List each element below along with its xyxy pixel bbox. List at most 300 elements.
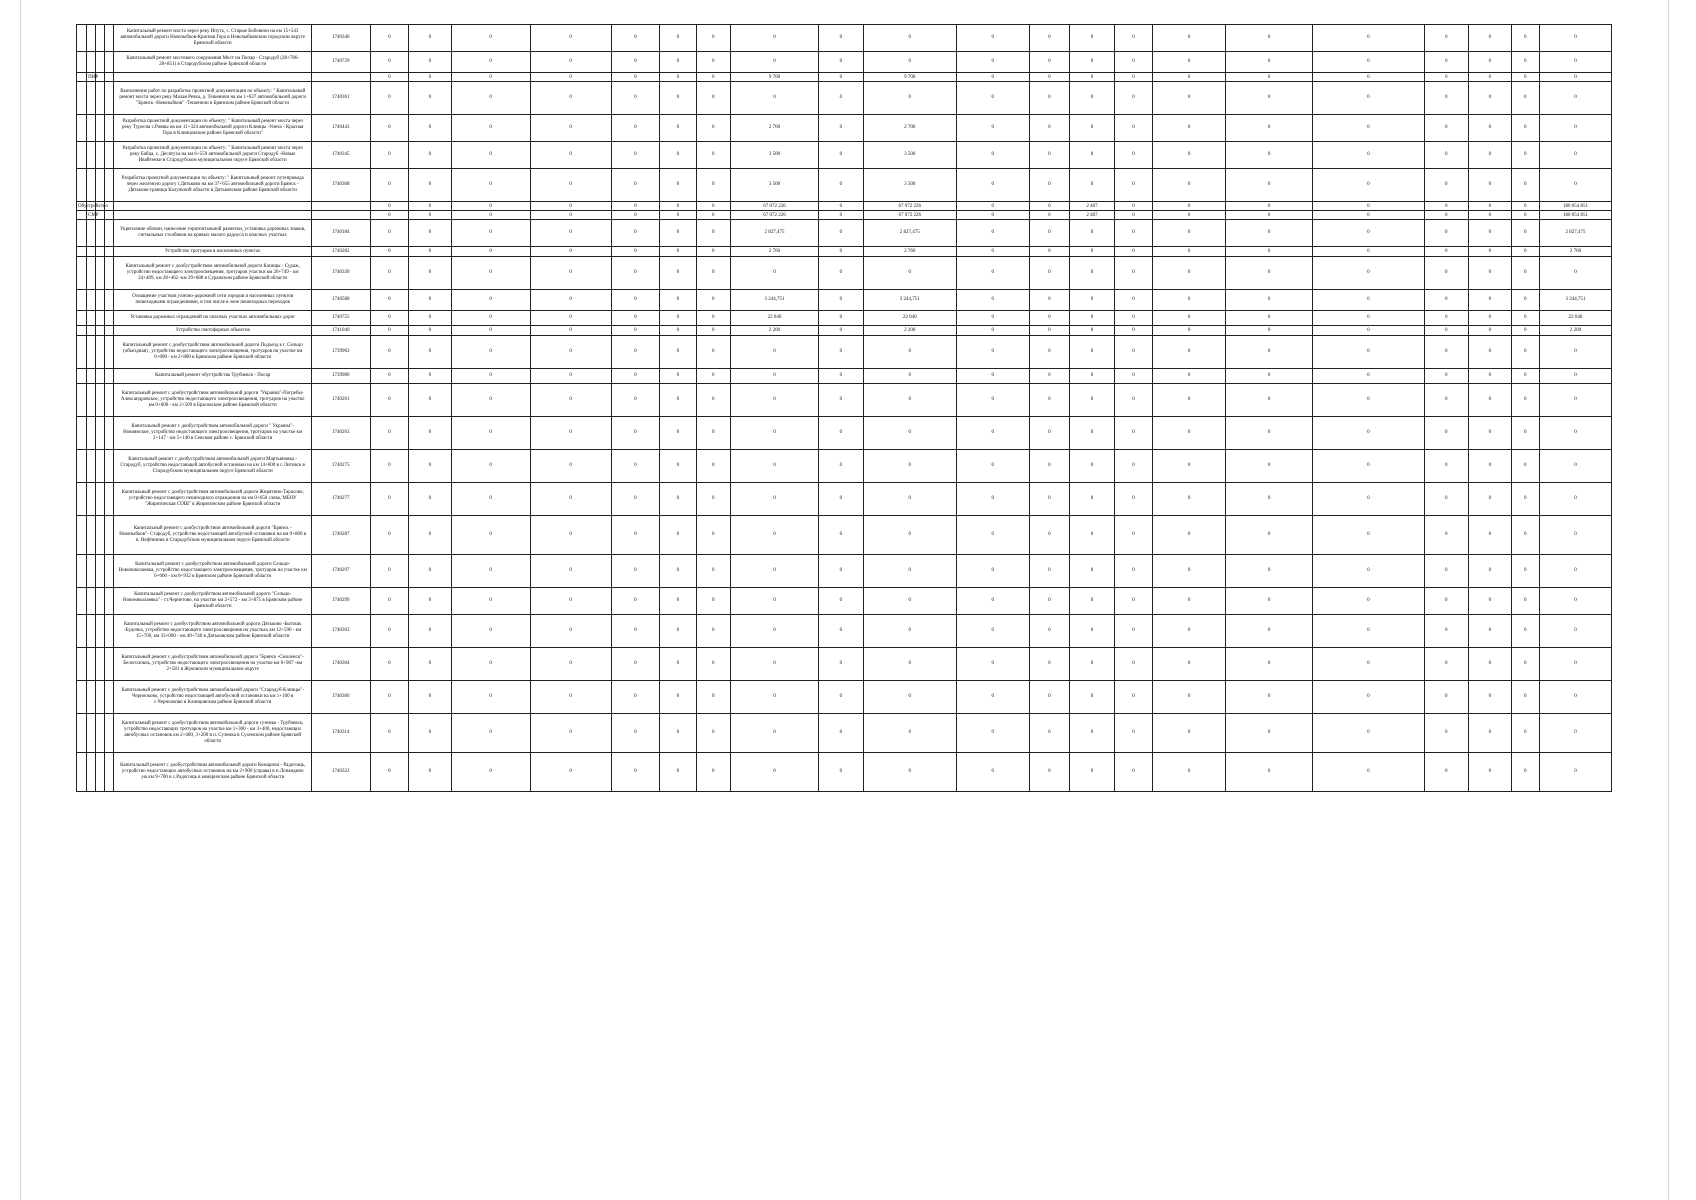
row-name <box>114 202 311 211</box>
value-cell: 0 <box>451 52 530 73</box>
value-cell: 0 <box>1029 52 1070 73</box>
row-code: 1740184 <box>311 220 370 247</box>
table-row <box>77 588 1612 615</box>
value-cell: 0 <box>819 681 864 714</box>
row-name: Устройство светофорных объектов <box>114 326 311 336</box>
value-cell: 0 <box>1029 483 1070 516</box>
value-cell: 0 <box>1153 311 1226 326</box>
value-cell: 0 <box>530 247 611 257</box>
value-cell: 0 <box>451 648 530 681</box>
value-cell: 0 <box>1226 169 1313 202</box>
row-name: Капитальный ремонт с дообустройством автомобильной дороги "Брянск - Новозыбков"- Стародуб, устройство недостающей автобусной остановки на км 9+800 в п. Нефтянник в Стародубском муниципальном округе Брянской области <box>114 516 311 555</box>
hierarchy-cell <box>77 483 87 516</box>
value-cell: 0 <box>1469 142 1512 169</box>
hierarchy-cell <box>77 115 87 142</box>
value-cell: 0 <box>1511 336 1539 369</box>
value-cell: 0 <box>863 483 956 516</box>
hierarchy-cell <box>96 311 105 326</box>
value-cell: 0 <box>660 369 696 384</box>
table-row <box>77 115 1612 142</box>
hierarchy-cell <box>77 25 87 52</box>
value-cell: 0 <box>1070 615 1115 648</box>
value-cell: 0 <box>1070 25 1115 52</box>
value-cell: 9 700 <box>863 73 956 82</box>
value-cell: 0 <box>956 615 1029 648</box>
value-cell: 0 <box>1226 247 1313 257</box>
value-cell: 0 <box>530 142 611 169</box>
value-cell: 0 <box>660 555 696 588</box>
value-cell: 0 <box>1539 336 1611 369</box>
value-cell: 0 <box>1114 169 1152 202</box>
value-cell: 0 <box>409 311 452 326</box>
row-name <box>114 73 311 82</box>
value-cell: 0 <box>660 450 696 483</box>
value-cell: 0 <box>370 588 408 615</box>
value-cell: 0 <box>660 417 696 450</box>
value-cell: 0 <box>731 516 819 555</box>
value-cell: 0 <box>370 648 408 681</box>
value-cell: 0 <box>451 311 530 326</box>
value-cell: 2 760 <box>1539 247 1611 257</box>
value-cell: 0 <box>370 714 408 753</box>
value-cell: 0 <box>1153 52 1226 73</box>
value-cell: 0 <box>1070 257 1115 290</box>
value-cell: 0 <box>611 555 660 588</box>
value-cell: 0 <box>1153 336 1226 369</box>
value-cell: 0 <box>1469 311 1512 326</box>
value-cell: 0 <box>1226 220 1313 247</box>
value-cell: 0 <box>451 483 530 516</box>
value-cell: 0 <box>660 615 696 648</box>
value-cell: 0 <box>1469 211 1512 220</box>
value-cell: 0 <box>409 73 452 82</box>
value-cell: 0 <box>1313 290 1424 311</box>
hierarchy-cell <box>105 115 114 142</box>
hierarchy-cell <box>96 753 105 792</box>
value-cell: 0 <box>1424 588 1469 615</box>
value-cell: 0 <box>1511 257 1539 290</box>
hierarchy-cell <box>87 257 96 290</box>
value-cell: 0 <box>1226 290 1313 311</box>
value-cell: 0 <box>1424 52 1469 73</box>
value-cell: 0 <box>1313 516 1424 555</box>
hierarchy-cell <box>77 336 87 369</box>
value-cell: 0 <box>660 311 696 326</box>
group-row <box>77 202 1612 211</box>
value-cell: 3 500 <box>731 142 819 169</box>
value-cell: 2 760 <box>731 247 819 257</box>
value-cell: 0 <box>1153 211 1226 220</box>
table-row <box>77 681 1612 714</box>
hierarchy-cell <box>105 257 114 290</box>
value-cell: 0 <box>696 169 730 202</box>
value-cell: 0 <box>1424 615 1469 648</box>
hierarchy-cell <box>77 290 87 311</box>
value-cell: 0 <box>956 25 1029 52</box>
value-cell: 0 <box>370 202 408 211</box>
value-cell: 0 <box>1469 220 1512 247</box>
value-cell: 0 <box>370 115 408 142</box>
value-cell: 22 040 <box>731 311 819 326</box>
value-cell: 0 <box>1424 211 1469 220</box>
value-cell: 0 <box>611 483 660 516</box>
value-cell: 0 <box>1070 336 1115 369</box>
value-cell: 0 <box>819 336 864 369</box>
hierarchy-cell <box>105 384 114 417</box>
hierarchy-cell <box>77 714 87 753</box>
value-cell: 0 <box>530 648 611 681</box>
hierarchy-cell <box>105 25 114 52</box>
value-cell: 0 <box>1029 202 1070 211</box>
value-cell: 0 <box>370 290 408 311</box>
value-cell: 0 <box>731 555 819 588</box>
value-cell: 0 <box>1070 714 1115 753</box>
value-cell: 0 <box>1029 336 1070 369</box>
value-cell: 0 <box>863 336 956 369</box>
value-cell: 0 <box>451 290 530 311</box>
value-cell: 3 244,751 <box>731 290 819 311</box>
row-name: Капитальный ремонт с дообустройством автомобильной дороги Клинцы - Сураж, устройство недостающего электроосвещения, тротуаров участки км 20+749 - км 24+409, км 28+462 -км 29+688 в Суражском районе Брянской области <box>114 257 311 290</box>
value-cell: 0 <box>1469 202 1512 211</box>
value-cell: 0 <box>863 82 956 115</box>
value-cell: 0 <box>1029 555 1070 588</box>
value-cell: 0 <box>1153 483 1226 516</box>
value-cell: 0 <box>819 82 864 115</box>
value-cell: 0 <box>1539 681 1611 714</box>
value-cell: 0 <box>1153 25 1226 52</box>
value-cell: 0 <box>1029 417 1070 450</box>
row-name <box>114 211 311 220</box>
value-cell: 0 <box>1469 450 1512 483</box>
value-cell: 0 <box>731 714 819 753</box>
hierarchy-cell <box>96 247 105 257</box>
value-cell: 0 <box>731 336 819 369</box>
value-cell: 0 <box>1029 753 1070 792</box>
value-cell: 0 <box>1469 115 1512 142</box>
value-cell: 0 <box>1153 142 1226 169</box>
value-cell: 0 <box>611 714 660 753</box>
hierarchy-cell <box>87 290 96 311</box>
value-cell: 0 <box>370 142 408 169</box>
table-row <box>77 450 1612 483</box>
value-cell: 0 <box>819 211 864 220</box>
hierarchy-cell <box>87 369 96 384</box>
value-cell: 180 054 851 <box>1539 202 1611 211</box>
value-cell: 0 <box>1226 142 1313 169</box>
value-cell: 0 <box>451 384 530 417</box>
value-cell: 0 <box>660 257 696 290</box>
value-cell: 0 <box>1226 450 1313 483</box>
value-cell: 0 <box>1424 384 1469 417</box>
value-cell: 0 <box>956 384 1029 417</box>
row-code <box>311 202 370 211</box>
value-cell: 0 <box>370 247 408 257</box>
value-cell: 0 <box>863 450 956 483</box>
value-cell: 0 <box>409 257 452 290</box>
value-cell: 0 <box>956 417 1029 450</box>
value-cell: 0 <box>1511 417 1539 450</box>
value-cell: 0 <box>1114 220 1152 247</box>
value-cell: 0 <box>1029 73 1070 82</box>
hierarchy-cell <box>77 211 87 220</box>
row-name: Капитальный ремонт с дообустройством автомобильной дороги "Сельцо-Новониколаевка" - ст.Чернетово, на участке км 2+572 - км 3+875 в Брянском районе Брянской области <box>114 588 311 615</box>
row-name: Капитальный ремонт с дообустройством автомобильной дороги Жирятино-Тарасово, устройство недостающего пешеходного ограждения на км 0+650 слева, МБОУ "Жирятинская СОШ" в Жирятинском районе Брянской области <box>114 483 311 516</box>
value-cell: 0 <box>1070 220 1115 247</box>
value-cell: 0 <box>1539 450 1611 483</box>
value-cell: 0 <box>409 450 452 483</box>
value-cell: 0 <box>863 555 956 588</box>
value-cell: 0 <box>1114 450 1152 483</box>
value-cell: 0 <box>1424 516 1469 555</box>
row-code: 1739980 <box>311 369 370 384</box>
value-cell: 0 <box>1511 555 1539 588</box>
hierarchy-cell <box>96 52 105 73</box>
value-cell: 0 <box>1469 326 1512 336</box>
value-cell: 0 <box>1114 681 1152 714</box>
value-cell: 0 <box>1539 115 1611 142</box>
value-cell: 0 <box>1029 648 1070 681</box>
value-cell: 0 <box>819 169 864 202</box>
hierarchy-cell <box>96 615 105 648</box>
value-cell: 0 <box>451 73 530 82</box>
value-cell: 0 <box>1029 615 1070 648</box>
row-code: 1740443 <box>311 115 370 142</box>
value-cell: 0 <box>1070 142 1115 169</box>
value-cell: 0 <box>409 247 452 257</box>
value-cell: 0 <box>1070 73 1115 82</box>
value-cell: 0 <box>956 115 1029 142</box>
hierarchy-cell <box>96 450 105 483</box>
value-cell: 0 <box>1153 169 1226 202</box>
value-cell: 0 <box>1029 220 1070 247</box>
value-cell: 0 <box>1511 326 1539 336</box>
value-cell: 0 <box>1226 52 1313 73</box>
value-cell: 0 <box>611 753 660 792</box>
value-cell: 0 <box>956 290 1029 311</box>
table-row <box>77 555 1612 588</box>
value-cell: 0 <box>956 648 1029 681</box>
value-cell: 0 <box>451 247 530 257</box>
value-cell: 0 <box>660 202 696 211</box>
value-cell: 0 <box>696 247 730 257</box>
row-code: 1740306 <box>311 681 370 714</box>
value-cell: 0 <box>956 588 1029 615</box>
value-cell: 0 <box>1226 753 1313 792</box>
scan-line-left <box>20 0 21 1200</box>
value-cell: 0 <box>819 753 864 792</box>
value-cell: 0 <box>1469 52 1512 73</box>
value-cell: 0 <box>1070 311 1115 326</box>
value-cell: 0 <box>370 326 408 336</box>
value-cell: 0 <box>1029 369 1070 384</box>
value-cell: 0 <box>530 115 611 142</box>
value-cell: 0 <box>863 714 956 753</box>
hierarchy-cell <box>87 336 96 369</box>
row-code: 1740330 <box>311 257 370 290</box>
value-cell: 0 <box>696 73 730 82</box>
value-cell: 0 <box>696 714 730 753</box>
budget-table-sheet <box>76 24 1612 792</box>
value-cell: 67 072 226 <box>863 211 956 220</box>
hierarchy-cell <box>87 450 96 483</box>
row-code: 1740345 <box>311 142 370 169</box>
value-cell: 0 <box>819 483 864 516</box>
hierarchy-cell <box>87 326 96 336</box>
row-name: Капитальный ремонт с дообустройством автомобильной дороги суземка - Трубчевск, устройство недостающих тротуаров на участке км 1+300 - км 3+400, недостающих автобусных остановок км 2+400, 3+200 в п. Суземка в Суземском районе Брянской области <box>114 714 311 753</box>
budget-table <box>76 24 1612 792</box>
hierarchy-cell <box>105 555 114 588</box>
value-cell: 0 <box>1153 257 1226 290</box>
value-cell: 0 <box>1424 25 1469 52</box>
value-cell: 0 <box>956 450 1029 483</box>
value-cell: 0 <box>1511 714 1539 753</box>
value-cell: 0 <box>660 115 696 142</box>
value-cell: 0 <box>1469 753 1512 792</box>
value-cell: 0 <box>370 516 408 555</box>
row-code: 1740263 <box>311 417 370 450</box>
value-cell: 0 <box>731 25 819 52</box>
value-cell: 0 <box>409 369 452 384</box>
value-cell: 0 <box>611 142 660 169</box>
row-code: 1740361 <box>311 82 370 115</box>
value-cell: 0 <box>1226 384 1313 417</box>
value-cell: 0 <box>1226 588 1313 615</box>
value-cell: 0 <box>530 257 611 290</box>
value-cell: 0 <box>1070 417 1115 450</box>
value-cell: 0 <box>819 326 864 336</box>
value-cell: 0 <box>530 336 611 369</box>
value-cell: 0 <box>956 82 1029 115</box>
value-cell: 0 <box>1313 73 1424 82</box>
value-cell: 0 <box>1226 25 1313 52</box>
value-cell: 0 <box>1114 115 1152 142</box>
value-cell: 0 <box>956 714 1029 753</box>
value-cell: 0 <box>370 52 408 73</box>
value-cell: 0 <box>731 753 819 792</box>
value-cell: 0 <box>1511 211 1539 220</box>
value-cell: 0 <box>530 417 611 450</box>
value-cell: 0 <box>1539 753 1611 792</box>
value-cell: 0 <box>409 202 452 211</box>
value-cell: 0 <box>370 25 408 52</box>
value-cell: 0 <box>1114 326 1152 336</box>
value-cell: 0 <box>451 615 530 648</box>
hierarchy-cell <box>77 369 87 384</box>
value-cell: 0 <box>956 73 1029 82</box>
value-cell: 0 <box>819 615 864 648</box>
value-cell: 0 <box>660 142 696 169</box>
value-cell: 2 200 <box>863 326 956 336</box>
value-cell: 0 <box>819 290 864 311</box>
value-cell: 0 <box>956 202 1029 211</box>
value-cell: 0 <box>956 142 1029 169</box>
value-cell: 0 <box>1313 211 1424 220</box>
value-cell: 0 <box>1539 648 1611 681</box>
value-cell: 0 <box>611 336 660 369</box>
value-cell: 0 <box>1153 73 1226 82</box>
value-cell: 2 827,475 <box>863 220 956 247</box>
value-cell: 0 <box>1469 648 1512 681</box>
value-cell: 0 <box>530 169 611 202</box>
value-cell: 2 200 <box>731 326 819 336</box>
value-cell: 0 <box>370 311 408 326</box>
value-cell: 0 <box>1029 311 1070 326</box>
value-cell: 0 <box>1424 142 1469 169</box>
value-cell: 3 500 <box>863 142 956 169</box>
value-cell: 0 <box>1070 247 1115 257</box>
row-name: Капитальный ремонт обустройства Трубчевск - Погар <box>114 369 311 384</box>
value-cell: 0 <box>451 714 530 753</box>
value-cell: 0 <box>1153 555 1226 588</box>
value-cell: 0 <box>1313 615 1424 648</box>
value-cell: 0 <box>409 555 452 588</box>
value-cell: 0 <box>1469 681 1512 714</box>
value-cell: 0 <box>530 202 611 211</box>
row-name: Капитальный ремонт с дообустройством автомобильной дороги "Украина"-Погребы-Александровское, устройство недостающего электроосвещения, тротуаров на участке км 0+000 - км 2+509 в Брасовском районе Брянской области <box>114 384 311 417</box>
value-cell: 0 <box>819 311 864 326</box>
value-cell: 0 <box>660 681 696 714</box>
value-cell: 0 <box>696 25 730 52</box>
value-cell: 0 <box>696 450 730 483</box>
value-cell: 0 <box>409 483 452 516</box>
table-row <box>77 82 1612 115</box>
value-cell: 0 <box>1226 483 1313 516</box>
value-cell: 0 <box>611 202 660 211</box>
value-cell: 0 <box>819 369 864 384</box>
table-body <box>77 25 1612 792</box>
value-cell: 0 <box>1226 211 1313 220</box>
value-cell: 0 <box>696 615 730 648</box>
value-cell: 0 <box>1153 450 1226 483</box>
value-cell: 0 <box>731 648 819 681</box>
value-cell: 0 <box>660 714 696 753</box>
value-cell: 0 <box>819 516 864 555</box>
value-cell: 0 <box>530 311 611 326</box>
value-cell: 0 <box>1070 753 1115 792</box>
value-cell: 0 <box>819 247 864 257</box>
hierarchy-cell <box>87 615 96 648</box>
hierarchy-cell <box>105 753 114 792</box>
value-cell: 0 <box>1070 516 1115 555</box>
value-cell: 0 <box>530 25 611 52</box>
hierarchy-cell <box>77 247 87 257</box>
value-cell: 0 <box>1226 73 1313 82</box>
value-cell: 0 <box>696 516 730 555</box>
value-cell: 0 <box>660 211 696 220</box>
value-cell: 0 <box>1539 516 1611 555</box>
value-cell: 0 <box>696 336 730 369</box>
value-cell: 0 <box>1539 52 1611 73</box>
value-cell: 0 <box>731 483 819 516</box>
group-row <box>77 211 1612 220</box>
hierarchy-cell <box>105 588 114 615</box>
value-cell: 0 <box>451 202 530 211</box>
table-row <box>77 220 1612 247</box>
hierarchy-cell <box>87 169 96 202</box>
value-cell: 0 <box>451 369 530 384</box>
value-cell: 0 <box>530 516 611 555</box>
table-row <box>77 417 1612 450</box>
value-cell: 0 <box>409 169 452 202</box>
row-code: 1739963 <box>311 336 370 369</box>
value-cell: 0 <box>1226 311 1313 326</box>
row-name: Капитальный ремонт с дообустройством автомобильной дороги "Стародуб-Клинцы"-Чернооково, устройство недостающей автобусной остановки на км 1+100 в с.Чернооково в Клинцовском районе Брянской области <box>114 681 311 714</box>
value-cell: 0 <box>1424 82 1469 115</box>
value-cell: 0 <box>409 615 452 648</box>
value-cell: 0 <box>660 588 696 615</box>
value-cell: 0 <box>1029 681 1070 714</box>
row-code: 1740755 <box>311 311 370 326</box>
